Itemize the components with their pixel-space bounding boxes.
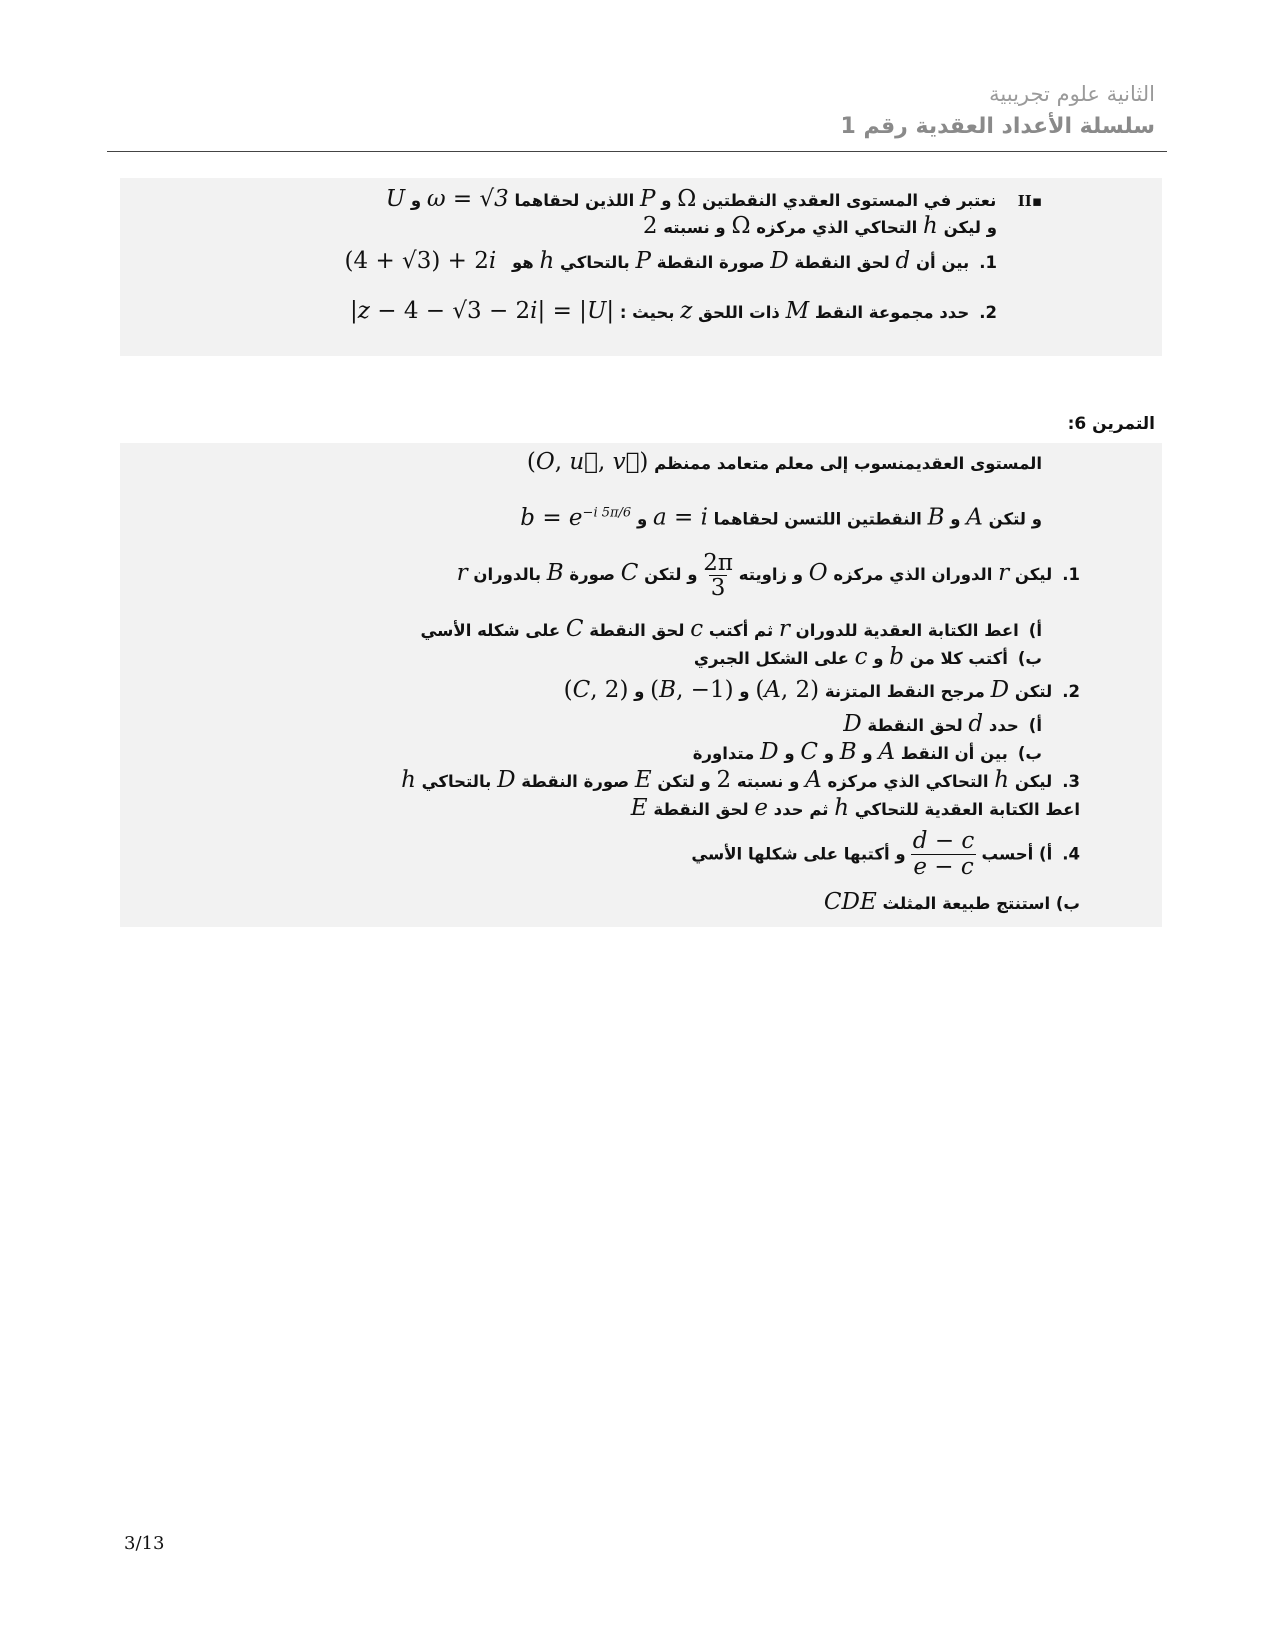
exercise-6-q1: 1.ليكن r الدوران الذي مركزه O و زاويته 2π 3 و لتكن C صورة B بالدوران r	[456, 550, 1080, 602]
exercise-6-points: و لتكن A و B النقطتين اللتسن لحقاهما a = i و $b = e^{-i 5\pi/6}$	[520, 504, 1042, 531]
exercise-6-q2-a: أ)حدد d لحق النقطة D	[843, 711, 1042, 737]
exercise-ii-question-1: 1.بين أن d لحق النقطة D صورة النقطة P بالتحاكي h هو (4 + √3) + 2i	[344, 248, 997, 274]
exercise-6-title: التمرين 6:	[1067, 414, 1155, 434]
exercise-ii-marker: ▪II	[1017, 192, 1042, 210]
exercise-6-intro: المستوى العقديمنسوب إلى معلم متعامد ممنظم (O, u⃗, v⃗)	[526, 449, 1042, 475]
exercise-ii-statement-1: ▪II نعتبر في المستوى العقدي النقطتين Ω و P اللذين لحقاهما ω = √3 و U	[385, 186, 1042, 212]
page-number: 3/13	[124, 1533, 165, 1554]
exercise-6-q1-b: ب)أكتب كلا من b و c على الشكل الجبري	[693, 644, 1042, 670]
exercise-6-q2: 2.لتكن D مرجح النقط المتزنة (A, 2) و (B, −1) و (C, 2)	[563, 677, 1080, 703]
class-level: الثانية علوم تجريبية	[989, 82, 1155, 106]
exercise-6-block	[120, 443, 1162, 927]
exercise-6-q1-a: أ)اعط الكتابة العقدية للدوران r ثم أكتب c لحق النقطة C على شكله الأسي	[420, 616, 1042, 642]
header-divider	[107, 151, 1167, 152]
exercise-6-q3-line-2: اعط الكتابة العقدية للتحاكي h ثم حدد e لحق النقطة E	[630, 795, 1080, 821]
exercise-ii-block	[120, 178, 1162, 356]
exercise-6-q4-b: ب) استنتج طبيعة المثلث CDE	[823, 889, 1080, 915]
exercise-6-q4-a: 4.أ) أحسب d − c e − c و أكتبها على شكلها الأسي	[691, 828, 1080, 881]
exercise-6-q2-b: ب)بين أن النقط A و B و C و D متداورة	[692, 739, 1042, 765]
exercise-ii-question-2: 2.حدد مجموعة النقط M ذات اللحق z بحيث : |z − 4 − √3 − 2i| = |U|	[350, 298, 997, 324]
exercise-ii-statement-2: و ليكن h التحاكي الذي مركزه Ω و نسبته 2	[642, 213, 997, 239]
exercise-6-q3: 3.ليكن h التحاكي الذي مركزه A و نسبته 2 و لتكن E صورة النقطة D بالتحاكي h	[401, 767, 1080, 793]
series-title: سلسلة الأعداد العقدية رقم 1	[840, 114, 1155, 139]
